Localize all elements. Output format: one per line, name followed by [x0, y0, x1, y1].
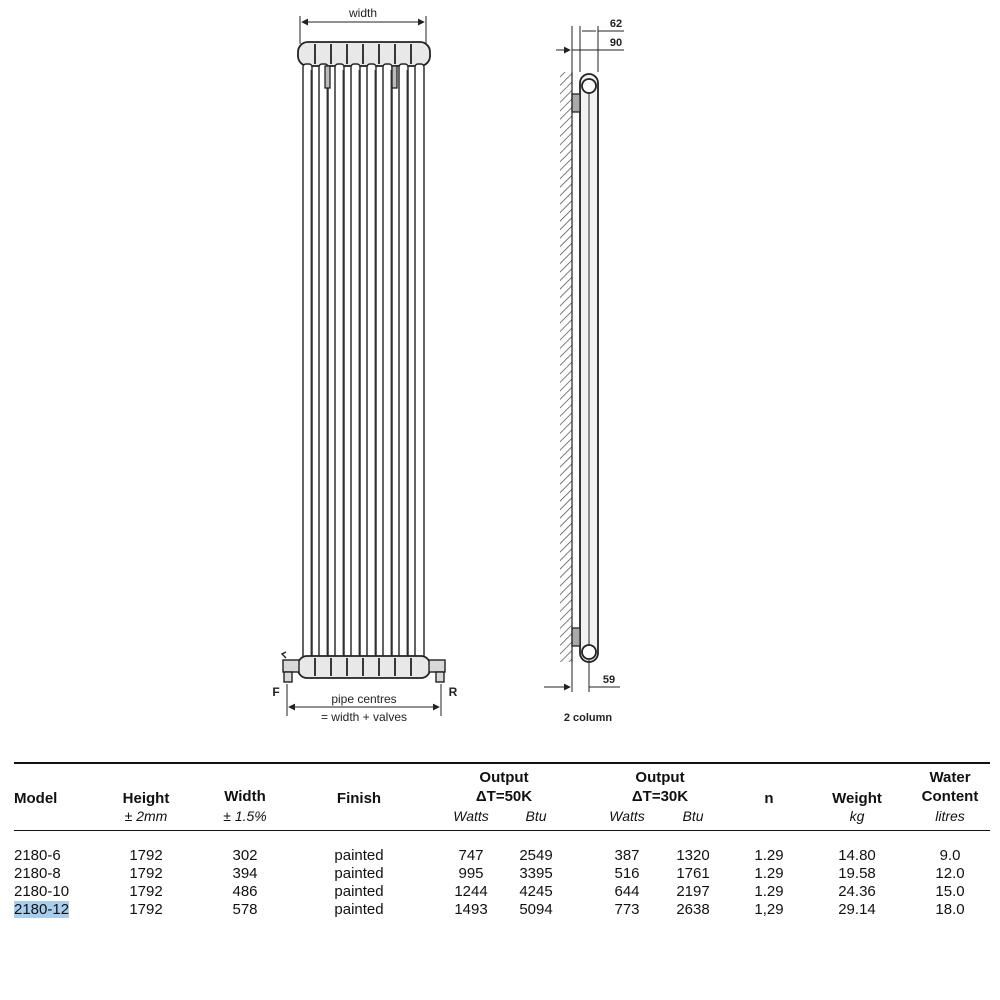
dim-62: 62: [609, 18, 623, 30]
cell-btu-30: 2197: [676, 883, 710, 900]
header-height: Height: [122, 790, 170, 807]
front-view: [272, 6, 457, 724]
cell-btu-30: 2638: [676, 901, 710, 918]
header-width: Width: [224, 788, 266, 805]
cell-n: 1.29: [754, 883, 784, 900]
side-view: [544, 18, 624, 724]
cell-btu-30: 1761: [676, 865, 710, 882]
cell-watts-50: 1493: [454, 901, 488, 918]
cell-weight: 19.58: [838, 865, 876, 882]
dim-90: 90: [609, 37, 623, 49]
cell-height: 1792: [129, 847, 163, 864]
width-valves-label: = width + valves: [320, 710, 408, 724]
dim-59: 59: [602, 674, 616, 686]
header-n: n: [764, 790, 774, 807]
radiator-tubes: [303, 64, 424, 660]
cell-height: 1792: [129, 865, 163, 882]
header-output50-watts: Watts: [453, 808, 489, 824]
cell-watts-30: 387: [614, 847, 640, 864]
header-output30-title: Output: [635, 769, 685, 786]
cell-watts-30: 516: [614, 865, 640, 882]
cell-water: 9.0: [939, 847, 961, 864]
valve-right: [429, 660, 445, 682]
cell-btu-50: 3395: [519, 865, 553, 882]
cell-height: 1792: [129, 883, 163, 900]
cell-watts-50: 747: [458, 847, 484, 864]
cell-btu-50: 5094: [519, 901, 553, 918]
header-weight: Weight: [832, 790, 882, 807]
header-water-2: Content: [921, 788, 979, 805]
cell-model: 2180-8: [14, 865, 61, 882]
table-row: [14, 883, 990, 901]
cell-weight: 14.80: [838, 847, 876, 864]
header-water-1: Water: [929, 769, 971, 786]
table-header-rule: [14, 830, 990, 831]
cell-watts-50: 1244: [454, 883, 488, 900]
cell-width: 486: [232, 883, 258, 900]
header-output50-title: Output: [479, 769, 529, 786]
cell-watts-30: 644: [614, 883, 640, 900]
header-output30-watts: Watts: [609, 808, 645, 824]
header-height-unit: ± 2mm: [124, 808, 168, 824]
cell-n: 1.29: [754, 847, 784, 864]
header-water-unit: litres: [935, 808, 965, 824]
cell-finish: painted: [334, 901, 384, 918]
cell-finish: painted: [334, 865, 384, 882]
bottom-header: [298, 656, 430, 678]
cell-width: 578: [232, 901, 258, 918]
cell-btu-50: 4245: [519, 883, 553, 900]
header-width-unit: ± 1.5%: [223, 808, 267, 824]
model-highlight: 2180-12: [14, 901, 70, 918]
side-view-caption: 2 column: [563, 712, 613, 724]
cell-finish: painted: [334, 883, 384, 900]
table-row: [14, 847, 990, 865]
width-label: width: [348, 6, 378, 20]
cell-model: 2180-6: [14, 847, 61, 864]
cell-n: 1.29: [754, 865, 784, 882]
return-label: R: [448, 685, 458, 699]
cell-water: 15.0: [935, 883, 965, 900]
cell-watts-50: 995: [458, 865, 484, 882]
flow-label: F: [272, 685, 280, 699]
cell-model: 2180-10: [14, 883, 70, 900]
table-top-rule: [14, 762, 990, 764]
header-output50-btu: Btu: [525, 808, 547, 824]
cell-water: 18.0: [935, 901, 965, 918]
cell-btu-30: 1320: [676, 847, 710, 864]
radiator-side-body: [580, 74, 598, 662]
valve-left: [282, 652, 299, 682]
wall-hatching: [560, 72, 572, 662]
header-finish: Finish: [336, 790, 382, 807]
cell-watts-30: 773: [614, 901, 640, 918]
cell-model: [14, 901, 94, 918]
table-row: [14, 865, 990, 883]
cell-n: 1,29: [754, 901, 784, 918]
cell-width: 302: [232, 847, 258, 864]
cell-weight: 29.14: [838, 901, 876, 918]
header-output50-dt: ΔT=50K: [475, 788, 533, 805]
top-header: [298, 42, 430, 66]
header-output30-btu: Btu: [682, 808, 704, 824]
cell-finish: painted: [334, 847, 384, 864]
header-output30-dt: ΔT=30K: [631, 788, 689, 805]
cell-width: 394: [232, 865, 258, 882]
table-row: [14, 901, 990, 919]
header-weight-unit: kg: [849, 808, 865, 824]
cell-btu-50: 2549: [519, 847, 553, 864]
pipe-centres-label: pipe centres: [331, 692, 397, 706]
cell-height: 1792: [129, 901, 163, 918]
cell-weight: 24.36: [838, 883, 876, 900]
cell-water: 12.0: [935, 865, 965, 882]
header-model: Model: [14, 790, 58, 807]
